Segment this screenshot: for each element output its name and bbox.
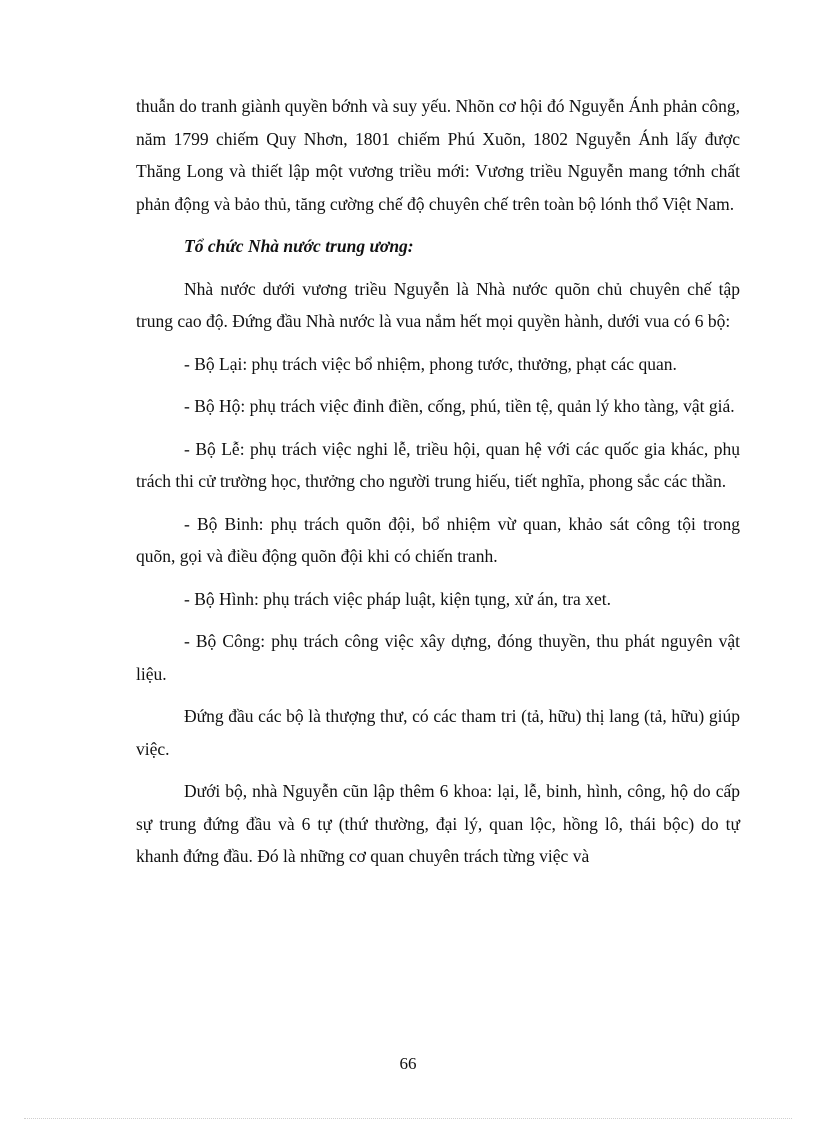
list-item-bo-lai: - Bộ Lại: phụ trách việc bổ nhiệm, phong tước, thưởng, phạt các quan. (184, 353, 677, 374)
list-item-bo-cong: - Bộ Công: phụ trách công việc xây dựng, đóng thuyền, thu phát nguyên vật liệu. (136, 631, 740, 684)
page-bottom-divider (24, 1118, 792, 1119)
paragraph-khoa-tu: Dưới bộ, nhà Nguyễn cũn lập thêm 6 khoa: lại, lễ, binh, hình, công, hộ do cấp sự trung đứng đầu và 6 tự (thứ thường, đại lý, quan lộc, hồng lô, thái bộc) do tự khanh đứng đầu. Đó là những cơ quan chuyên trách từng việc và (136, 781, 740, 866)
paragraph-thuong-thu: Đứng đầu các bộ là thượng thư, có các tham tri (tả, hữu) thị lang (tả, hữu) giúp việc. (136, 706, 740, 759)
section-heading: Tổ chức Nhà nước trung ương: (184, 236, 414, 256)
list-item-bo-le: - Bộ Lễ: phụ trách việc nghi lễ, triều hội, quan hệ với các quốc gia khác, phụ trách thi cử trường học, thưởng cho người trung hiếu, tiết nghĩa, phong sắc các thần. (136, 438, 740, 491)
paragraph-continuation: thuẫn do tranh giành quyền bớnh và suy yếu. Nhõn cơ hội đó Nguyễn Ánh phản công, năm 1799 chiếm Quy Nhơn, 1801 chiếm Phú Xuõn, 1802 Nguyễn Ánh lấy được Thăng Long và thiết lập một vương triều mới: Vương triều Nguyễn mang tớnh chất phản động và bảo thủ, tăng cường chế độ chuyên chế trên toàn bộ lónh thổ Việt Nam. (136, 96, 740, 214)
list-item-bo-ho: - Bộ Hộ: phụ trách việc đinh điền, cống, phú, tiền tệ, quản lý kho tàng, vật giá. (184, 396, 735, 416)
paragraph-intro: Nhà nước dưới vương triều Nguyễn là Nhà nước quõn chủ chuyên chế tập trung cao độ. Đứng đầu Nhà nước là vua nắm hết mọi quyền hành, dưới vua có 6 bộ: (136, 278, 740, 331)
page-body (136, 90, 740, 883)
list-item-bo-binh: - Bộ Binh: phụ trách quõn đội, bổ nhiệm vừ quan, khảo sát công tội trong quõn, gọi và điều động quõn đội khi có chiến tranh. (136, 513, 740, 566)
page-number: 66 (399, 1054, 417, 1073)
list-item-bo-hinh: - Bộ Hình: phụ trách việc pháp luật, kiện tụng, xử án, tra xet. (184, 588, 611, 609)
